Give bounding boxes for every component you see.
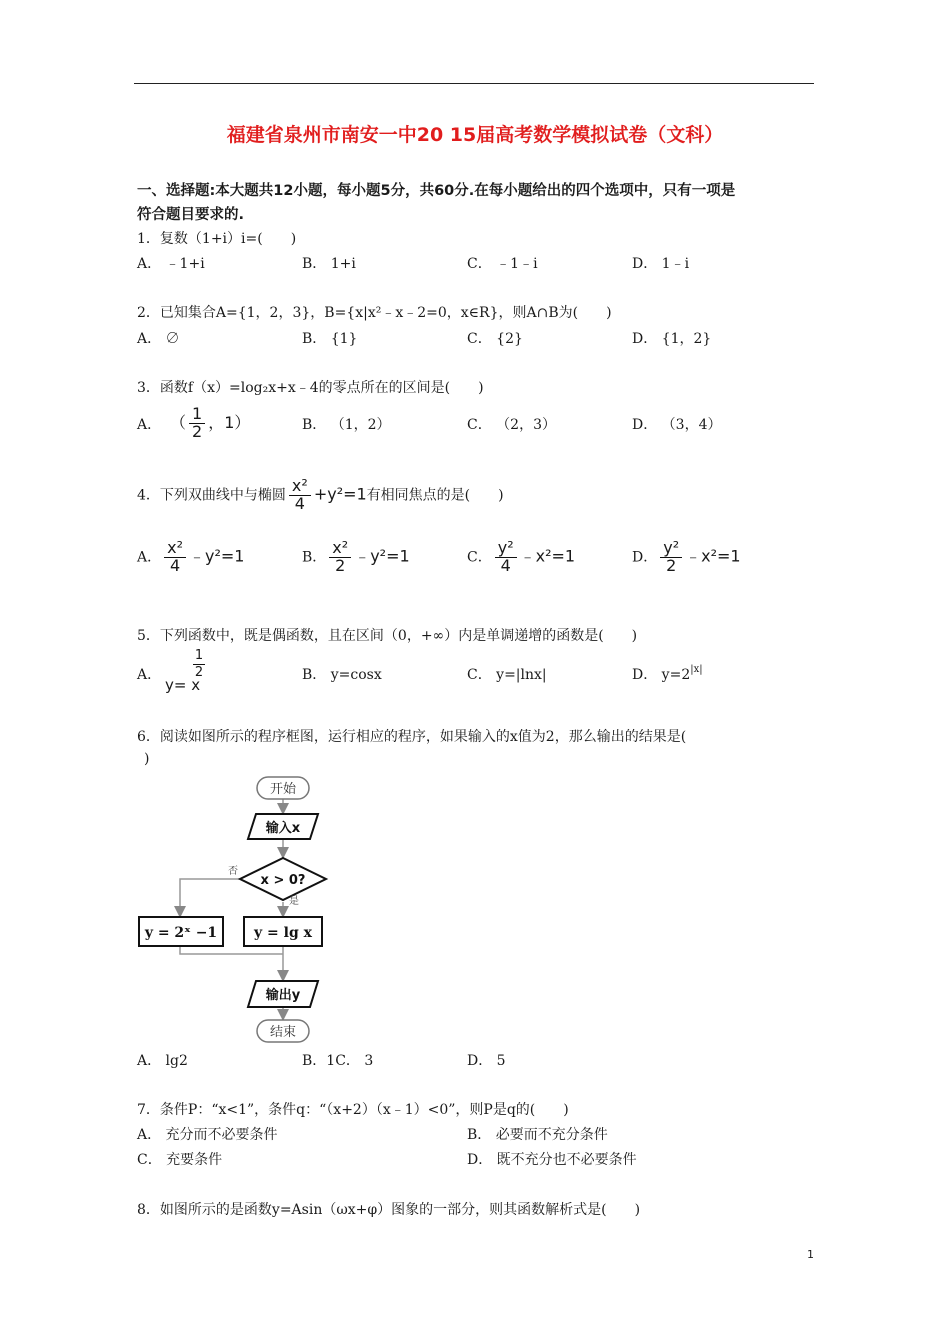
q4-ellipse-rest: +y²=1 <box>313 484 367 504</box>
q3-fraction-denominator: 2 <box>192 421 203 441</box>
question-7-option-c: C． 充要条件 <box>137 1152 223 1168</box>
question-5-option-c: C． y=|lnx| <box>467 667 547 683</box>
page-number: 1 <box>807 1248 814 1261</box>
question-1-option-c: C． ﹣1﹣i <box>467 256 538 272</box>
question-4-option-d <box>632 540 741 575</box>
question-3-stem: 3．函数f（x）=log₂x+x﹣4的零点所在的区间是( ) <box>137 380 484 396</box>
q4-d-num: y² <box>660 540 682 558</box>
flow-end-label: 结束 <box>269 1025 297 1040</box>
q4-a-den: 4 <box>169 555 181 575</box>
q5-exp-num: 1 <box>194 648 204 663</box>
q4-b-fraction <box>329 540 351 575</box>
q4-d-rest: ﹣x²=1 <box>685 546 741 566</box>
flow-output-label: 输出y <box>265 988 301 1003</box>
question-1-stem: 1．复数（1+i）i=( ) <box>137 231 297 247</box>
q4-b-den: 2 <box>335 555 346 575</box>
flow-no-label: 否 <box>228 866 238 877</box>
question-3-option-d: D． （3，4） <box>632 417 722 433</box>
q4-d-label: D． <box>632 549 658 566</box>
question-4-option-c <box>467 540 575 575</box>
q4-c-label: C． <box>467 549 492 566</box>
question-6-option-d: D． 5 <box>467 1053 506 1069</box>
q4-a-rest: ﹣y²=1 <box>189 546 245 566</box>
header-rule <box>134 83 814 84</box>
q3-fraction <box>189 406 205 441</box>
question-5-option-a-base: y= x <box>165 676 201 694</box>
flow-input-label: 输入x <box>265 821 301 836</box>
q4-c-rest: ﹣x²=1 <box>519 546 576 566</box>
question-6-option-a: A． lg2 <box>137 1053 188 1069</box>
q5-d-base: D． y=2 <box>632 667 691 683</box>
question-7-option-d: D． 既不充分也不必要条件 <box>467 1152 637 1168</box>
q4-b-num: x² <box>329 540 351 558</box>
flow-left-process-label: y = 2ˣ −1 <box>144 925 218 941</box>
question-5-option-d <box>632 664 703 684</box>
question-5-option-a-exponent <box>193 649 205 681</box>
question-6-stem-line1: 6．阅读如图所示的程序框图，运行相应的程序，如果输入的x值为2，那么输出的结果是( <box>137 729 687 745</box>
question-8-stem: 8．如图所示的是函数y=Asin（ωx+φ）图象的一部分，则其函数解析式是( ) <box>137 1202 641 1218</box>
q4-c-num: y² <box>495 540 517 558</box>
q4-b-label: B． <box>302 549 327 566</box>
question-3-option-a-formula <box>170 406 250 441</box>
flow-yes-label: 是 <box>289 896 299 907</box>
section-heading-line1: 一、选择题:本大题共12小题，每小题5分，共60分.在每小题给出的四个选项中，只有一项是 <box>137 183 736 199</box>
q3-fraction-numerator: 1 <box>189 406 205 424</box>
q4-a-label: A． <box>137 549 162 566</box>
q4-c-den: 4 <box>500 555 511 575</box>
q4-a-fraction <box>164 540 186 575</box>
question-7-option-a: A． 充分而不必要条件 <box>137 1127 278 1143</box>
question-5-option-a-label: A． <box>137 667 162 683</box>
question-5-option-b: B． y=cosx <box>302 667 382 683</box>
question-4-option-b <box>302 540 410 575</box>
question-1-option-a: A． ﹣1+i <box>137 256 205 272</box>
question-6-option-bc: B．1C． 3 <box>302 1053 374 1069</box>
question-2-option-d: D． {1，2} <box>632 331 712 347</box>
question-2-option-c: C． {2} <box>467 331 523 347</box>
q4-d-den: 2 <box>666 555 677 575</box>
flow-right-process-label: y = lg x <box>254 925 312 941</box>
question-7-stem: 7．条件P：“x<1”，条件q：“（x+2）（x﹣1）<0”，则P是q的( ) <box>137 1102 569 1118</box>
q3-open-paren: （ <box>170 412 187 432</box>
flow-condition-label: x > 0? <box>260 873 306 888</box>
question-1-option-d: D． 1﹣i <box>632 256 690 272</box>
question-6-stem-line2: ) <box>144 751 150 767</box>
question-4-option-a <box>137 540 245 575</box>
q4-b-rest: ﹣y²=1 <box>354 546 410 566</box>
question-4-stem <box>137 478 504 513</box>
q3-rest: ，1） <box>208 412 251 432</box>
question-2-option-a: A． ∅ <box>137 331 180 347</box>
question-7-option-b: B． 必要而不充分条件 <box>467 1127 608 1143</box>
flow-start-label: 开始 <box>269 782 297 797</box>
q4-ellipse-fraction <box>289 478 311 513</box>
question-3-option-a-label: A． <box>137 417 162 433</box>
question-5-stem: 5．下列函数中，既是偶函数，且在区间（0，+∞）内是单调递增的函数是( ) <box>137 628 638 644</box>
question-2-option-b: B． {1} <box>302 331 358 347</box>
q4-ellipse-num: x² <box>289 478 311 496</box>
question-3-option-b: B． （1，2） <box>302 417 391 433</box>
page-title: 福建省泉州市南安一中20 15届高考数学模拟试卷（文科） <box>226 124 724 146</box>
flowchart <box>132 772 342 1044</box>
section-heading-line2: 符合题目要求的. <box>137 207 245 223</box>
q4-ellipse-den: 4 <box>294 493 305 513</box>
q4-stem-a: 4．下列双曲线中与椭圆 <box>137 487 286 504</box>
q4-stem-b: 有相同焦点的是( ) <box>366 487 504 504</box>
question-2-stem: 2．已知集合A={1，2，3}，B={x|x²﹣x﹣2=0，x∈R}，则A∩B为( ) <box>137 305 612 321</box>
q4-a-num: x² <box>164 540 186 558</box>
q4-d-fraction <box>660 540 682 575</box>
q4-c-fraction <box>495 540 517 575</box>
q5-exp-den: 2 <box>194 665 204 681</box>
q5-d-sup: |x| <box>690 664 703 675</box>
question-3-option-c: C． （2，3） <box>467 417 556 433</box>
question-1-option-b: B． 1+i <box>302 256 356 272</box>
